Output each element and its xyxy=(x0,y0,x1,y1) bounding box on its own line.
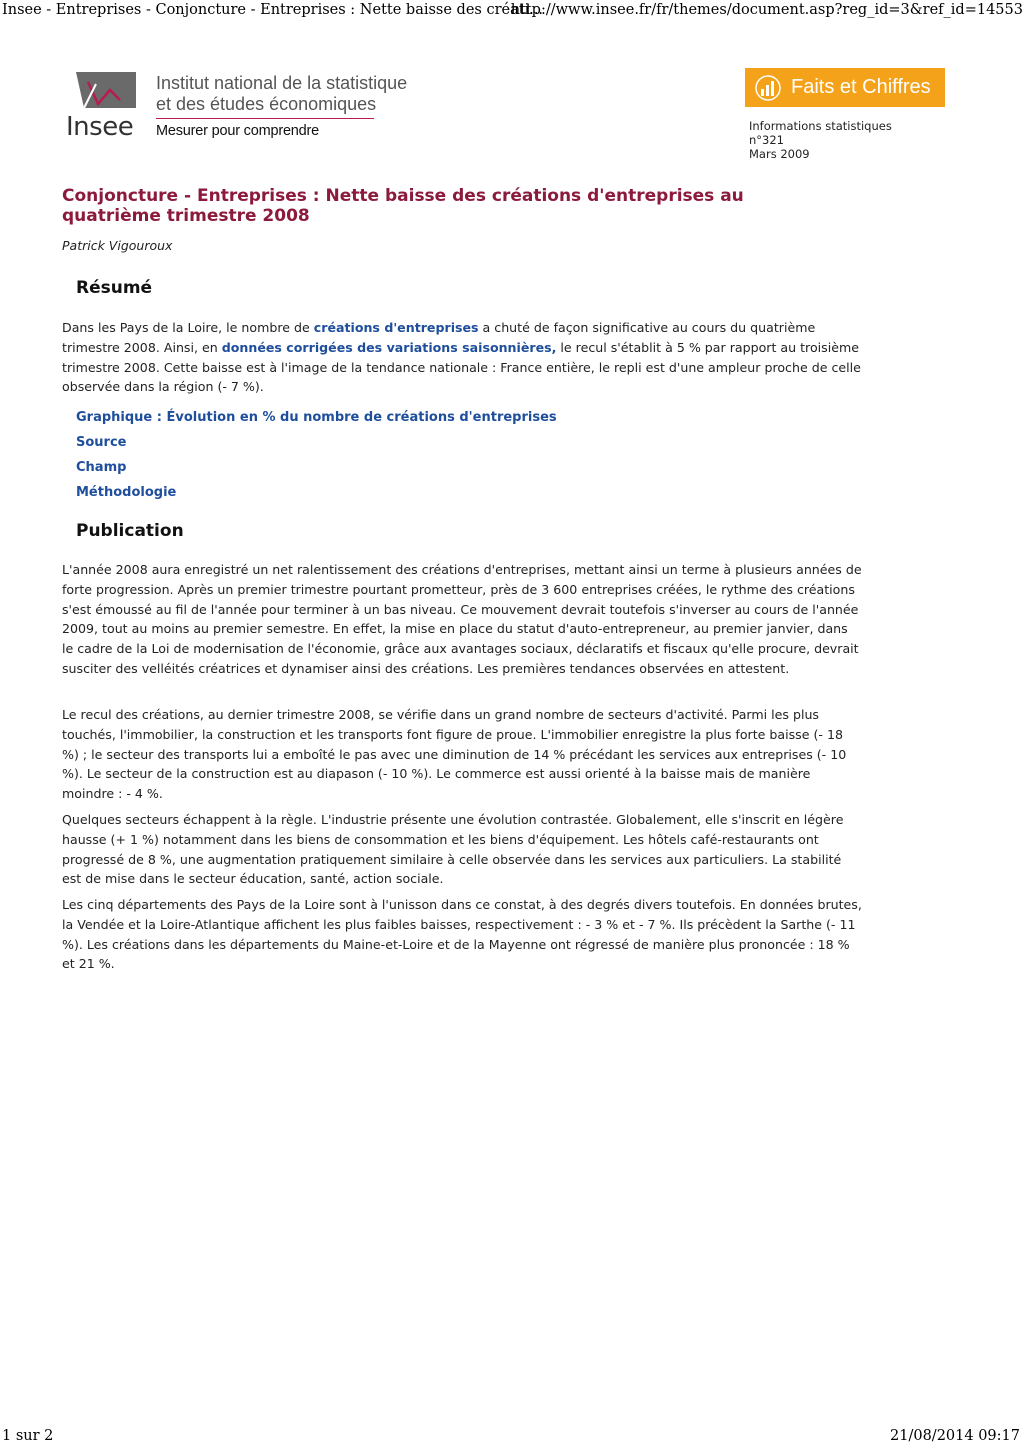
related-links xyxy=(76,405,557,505)
logo-tagline: Mesurer pour comprendre xyxy=(156,123,320,139)
publication-info xyxy=(749,119,892,161)
article-title: Conjoncture - Entreprises : Nette baisse des créations d'entreprises au quatrième trimestre 2008 xyxy=(62,186,744,226)
resume-text-2: a chuté de façon significative au cours du quatrième trimestre 2008. Ainsi, en xyxy=(62,320,816,355)
page-counter: 1 sur 2 xyxy=(2,1428,54,1444)
resume-heading: Résumé xyxy=(76,278,153,298)
publication-paragraph-3: Quelques secteurs échappent à la règle. L'industrie présente une évolution contrastée. Globalement, elle s'inscrit en légère hausse (+ 1 %) notamment dans les biens de consommation et les biens d'équipement. Les hôtels café-restaurants ont progressé de 8 %, une augmentation pratiquement similaire à celle observée dans les services aux particuliers. La stabilité est de mise dans le secteur éducation, santé, action sociale. xyxy=(62,812,844,887)
print-header xyxy=(0,0,1024,22)
link-champ[interactable]: Champ xyxy=(76,460,127,475)
article-author: Patrick Vigouroux xyxy=(62,238,173,253)
chart-icon xyxy=(755,75,781,101)
link-creations-entreprises[interactable]: créations d'entreprises xyxy=(313,320,479,335)
resume-paragraph xyxy=(62,318,862,397)
print-footer xyxy=(0,1426,1024,1450)
logo-divider xyxy=(156,118,374,119)
faits-et-chiffres-badge[interactable] xyxy=(745,68,945,107)
info-date: Mars 2009 xyxy=(749,147,810,161)
publication-paragraph-1: L'année 2008 aura enregistré un net ralentissement des créations d'entreprises, mettant ainsi un terme à plusieurs années de forte progression. Après un premier trimestre pourtant prometteur, près de 3 600 entreprises créées, le rythme des créations s'est émoussé au fil de l'année pour terminer à un bas niveau. Ce mouvement devrait toutefois s'inverser au cours de l'année 2009, tout au moins au premier semestre. En effet, la mise en place du statut d'auto-entrepreneur, au premier janvier, dans le cadre de la Loi de modernisation de l'économie, grâce aux avantages sociaux, déclaratifs et fiscaux qu'elle procure, devrait susciter des velléités créatrices et dynamiser ainsi des créations. Les premières tendances observées en attestent. xyxy=(62,562,862,676)
resume-text-3: le recul s'établit à 5 % par rapport au troisième trimestre 2008. Cette baisse est à l'image de la tendance nationale : France entière, le repli est d'une ampleur proche de celle observée dans la région (- 7 %). xyxy=(62,339,861,395)
badge-label: Faits et Chiffres xyxy=(791,76,931,98)
resume-text-1: Dans les Pays de la Loire, le nombre de xyxy=(62,320,314,335)
link-graphique[interactable]: Graphique : Évolution en % du nombre de créations d'entreprises xyxy=(76,410,557,425)
link-methodologie[interactable]: Méthodologie xyxy=(76,485,177,500)
link-donnees-cvs[interactable]: données corrigées des variations saisonnières, xyxy=(221,339,557,355)
institute-name-line2: et des études économiques xyxy=(156,94,377,114)
info-number: n°321 xyxy=(749,133,784,147)
publication-heading: Publication xyxy=(76,521,184,541)
institute-name-line1: Institut national de la statistique xyxy=(156,73,408,93)
print-header-title: Insee - Entreprises - Conjoncture - Entreprises : Nette baisse des créati... xyxy=(2,2,544,18)
print-header-url: http://www.insee.fr/fr/themes/document.asp?reg_id=3&ref_id=14553 xyxy=(510,2,1023,18)
publication-paragraph-2: Le recul des créations, au dernier trimestre 2008, se vérifie dans un grand nombre de secteurs d'activité. Parmi les plus touchés, l'immobilier, la construction et les transports font figure de proue. L'immobilier enregistre la plus forte baisse (- 18 %) ; le secteur des transports lui a emboîté le pas avec une diminution de 14 % précédant les services aux entreprises (- 10 %). Le secteur de la construction est au diapason (- 10 %). Le commerce est aussi orienté à la baisse mais de manière moindre : - 4 %. xyxy=(62,707,847,802)
link-source[interactable]: Source xyxy=(76,435,127,450)
insee-wordmark: Insee xyxy=(66,112,134,142)
info-series: Informations statistiques xyxy=(749,119,892,133)
print-datetime: 21/08/2014 09:17 xyxy=(890,1428,1020,1444)
publication-paragraph-4: Les cinq départements des Pays de la Loire sont à l'unisson dans ce constat, à des degrés divers toutefois. En données brutes, la Vendée et la Loire-Atlantique affichent les plus faibles baisses, respectivement : - 3 % et - 7 %. Ils précèdent la Sarthe (- 11 %). Les créations dans les départements du Maine-et-Loire et de la Mayenne ont régressé de manière plus prononcée : 18 % et 21 %. xyxy=(62,897,862,972)
